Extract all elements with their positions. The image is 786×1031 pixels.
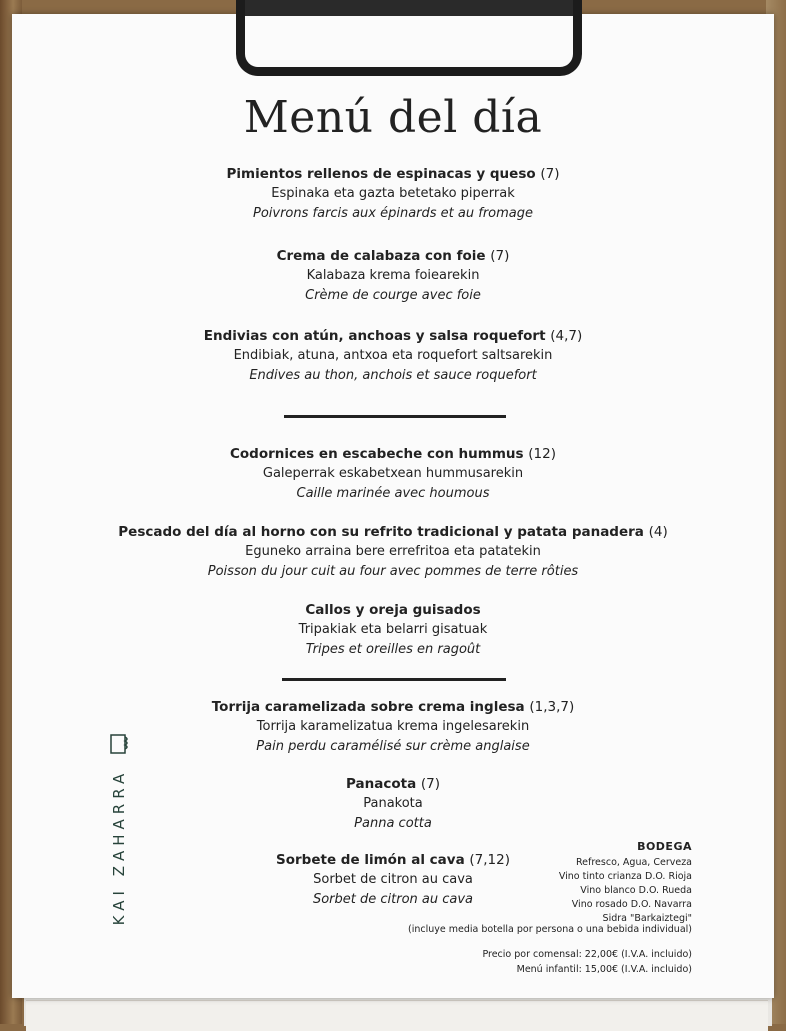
dish-name-es: Sorbete de limón al cava xyxy=(276,852,465,868)
bodega-item: Sidra "Barkaiztegi" xyxy=(602,913,692,924)
brand-name: KAI ZAHARRA xyxy=(110,768,128,926)
dish-2 xyxy=(26,246,760,306)
dish-name-eu: Espinaka eta gazta betetako piperrak xyxy=(271,186,515,201)
dish-name-es: Callos y oreja guisados xyxy=(305,602,481,618)
brand-logo-icon xyxy=(110,734,132,754)
dish-allergens: (1,3,7) xyxy=(529,699,575,715)
dish-name-fr: Pain perdu caramélisé sur crème anglaise xyxy=(256,739,530,754)
dish-allergens: (7) xyxy=(420,776,441,792)
dish-1 xyxy=(26,164,760,224)
dish-name-es: Crema de calabaza con foie xyxy=(276,248,486,264)
bodega-heading: BODEGA xyxy=(637,840,692,853)
bodega-item: Vino rosado D.O. Navarra xyxy=(571,899,692,910)
dish-allergens: (7) xyxy=(490,248,510,264)
bodega-item: Vino blanco D.O. Rueda xyxy=(580,885,692,896)
dish-name-es: Endivias con atún, anchoas y salsa roquefort xyxy=(203,328,546,344)
section-divider-1 xyxy=(284,415,506,418)
clipboard-clip-icon xyxy=(236,0,582,76)
dish-name-eu: Tripakiak eta belarri gisatuak xyxy=(298,622,488,637)
dish-name-es: Pimientos rellenos de espinacas y queso xyxy=(226,166,536,182)
dish-name-eu: Torrija karamelizatua krema ingelesarekin xyxy=(256,719,530,734)
dish-allergens: (12) xyxy=(528,446,556,462)
dish-6 xyxy=(26,600,760,660)
price-child: Menú infantil: 15,00€ (I.V.A. incluido) xyxy=(516,964,692,975)
brand-block xyxy=(98,738,138,926)
menu-title: Menú del día xyxy=(243,92,543,143)
dish-name-eu: Galeperrak eskabetxean hummusarekin xyxy=(262,466,524,481)
dish-allergens: (4) xyxy=(648,524,668,540)
dish-name-eu: Kalabaza krema foiearekin xyxy=(306,268,480,283)
underlying-sheet-2 xyxy=(26,1000,768,1031)
dish-allergens: (4,7) xyxy=(550,328,583,344)
section-divider-2 xyxy=(282,678,506,681)
dish-name-es: Codornices en escabeche con hummus xyxy=(230,446,524,462)
dish-5 xyxy=(26,522,760,582)
dish-name-fr: Caille marinée avec houmous xyxy=(296,486,490,501)
dish-name-fr: Panna cotta xyxy=(354,816,432,831)
prices xyxy=(482,947,692,977)
dish-name-eu: Endibiak, atuna, antxoa eta roquefort saltsarekin xyxy=(233,348,553,363)
bodega-item: Vino tinto crianza D.O. Rioja xyxy=(558,871,692,882)
dish-name-fr: Sorbet de citron au cava xyxy=(312,892,474,907)
dish-name-fr: Poivrons farcis aux épinards et au fromage xyxy=(252,206,533,221)
dish-name-eu: Eguneko arraina bere errefritoa eta patatekin xyxy=(245,544,541,559)
dish-name-es: Pescado del día al horno con su refrito tradicional y patata panadera xyxy=(118,524,644,540)
dish-name-es: Panacota xyxy=(345,776,417,792)
dish-name-es: Torrija caramelizada sobre crema inglesa xyxy=(211,699,525,715)
bodega-item: Refresco, Agua, Cerveza xyxy=(576,857,692,868)
dish-name-fr: Endives au thon, anchois et sauce roquefort xyxy=(249,368,537,383)
dish-name-eu: Panakota xyxy=(363,796,423,811)
price-adult: Precio por comensal: 22,00€ (I.V.A. incluido) xyxy=(482,949,692,960)
dish-3 xyxy=(26,326,760,386)
bodega-section xyxy=(559,838,692,926)
bodega-note: (incluye media botella por persona o una bebida individual) xyxy=(408,924,692,935)
dish-name-fr: Crème de courge avec foie xyxy=(305,288,481,303)
dish-name-eu: Sorbet de citron au cava xyxy=(313,872,473,887)
dish-name-fr: Tripes et oreilles en ragoût xyxy=(305,642,481,657)
dish-4 xyxy=(26,444,760,504)
dish-allergens: (7,12) xyxy=(469,852,510,868)
dish-allergens: (7) xyxy=(540,166,560,182)
dish-name-fr: Poisson du jour cuit au four avec pommes de terre rôties xyxy=(207,564,579,579)
